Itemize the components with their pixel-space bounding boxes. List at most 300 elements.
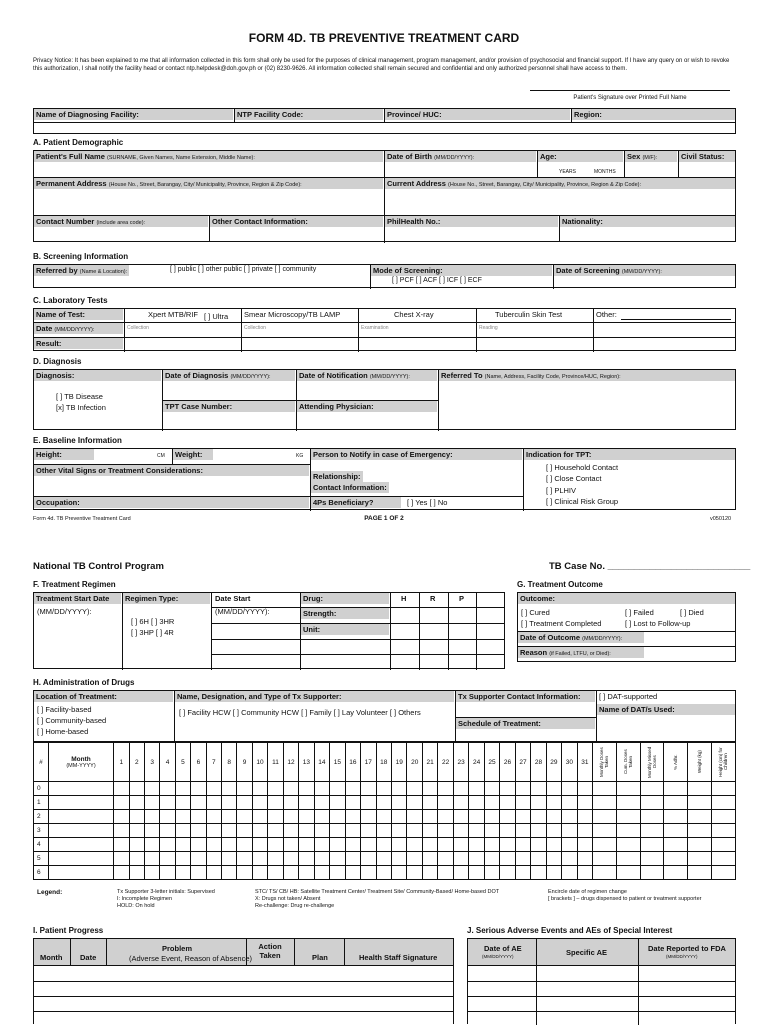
grid-cell[interactable] (577, 866, 592, 880)
location-facility[interactable]: [ ] Facility-based (37, 705, 92, 714)
grid-cell[interactable] (500, 782, 515, 796)
grid-cell[interactable] (453, 838, 468, 852)
grid-cell[interactable] (562, 852, 577, 866)
grid-cell[interactable] (711, 796, 735, 810)
grid-cell[interactable] (484, 838, 499, 852)
grid-cell[interactable] (577, 824, 592, 838)
grid-cell[interactable] (48, 852, 113, 866)
grid-cell[interactable] (407, 810, 422, 824)
grid-cell[interactable] (129, 782, 144, 796)
grid-cell[interactable] (160, 782, 175, 796)
grid-cell[interactable] (546, 866, 561, 880)
ae-fda-hint: (MM/DD/YYYY) (666, 954, 698, 959)
grid-cell[interactable] (160, 838, 175, 852)
grid-cell[interactable] (616, 796, 640, 810)
grid-cell[interactable] (484, 824, 499, 838)
grid-cell[interactable] (175, 796, 190, 810)
grid-cell[interactable] (129, 810, 144, 824)
grid-cell[interactable] (407, 866, 422, 880)
grid-cell[interactable] (237, 866, 252, 880)
grid-cell[interactable] (299, 852, 314, 866)
grid-cell[interactable] (252, 796, 267, 810)
grid-cell[interactable] (469, 852, 484, 866)
grid-cell[interactable] (330, 838, 345, 852)
grid-cell[interactable] (640, 824, 664, 838)
grid-cell[interactable] (593, 838, 617, 852)
grid-cell[interactable] (299, 824, 314, 838)
grid-cell[interactable] (48, 824, 113, 838)
grid-cell[interactable] (361, 852, 376, 866)
grid-cell[interactable] (469, 782, 484, 796)
grid-cell[interactable] (392, 796, 407, 810)
grid-cell[interactable] (500, 852, 515, 866)
grid-cell[interactable] (422, 810, 437, 824)
grid-cell[interactable] (515, 796, 530, 810)
grid-cell[interactable] (361, 810, 376, 824)
grid-cell[interactable] (469, 838, 484, 852)
grid-cell[interactable] (469, 796, 484, 810)
grid-cell[interactable] (469, 810, 484, 824)
grid-cell[interactable] (129, 852, 144, 866)
grid-cell[interactable] (562, 866, 577, 880)
grid-cell[interactable] (299, 838, 314, 852)
grid-cell[interactable] (562, 810, 577, 824)
grid-cell[interactable] (688, 866, 712, 880)
grid-cell[interactable] (160, 810, 175, 824)
regimen-opt-2[interactable]: [ ] 3HP [ ] 4R (131, 628, 174, 637)
grid-cell[interactable] (206, 866, 221, 880)
grid-cell[interactable] (664, 810, 688, 824)
grid-cell[interactable] (640, 782, 664, 796)
grid-cell[interactable] (221, 852, 236, 866)
grid-cell[interactable] (221, 782, 236, 796)
location-community[interactable]: [ ] Community-based (37, 716, 107, 725)
grid-cell[interactable] (562, 796, 577, 810)
grid-cell[interactable] (664, 852, 688, 866)
grid-cell[interactable] (114, 838, 129, 852)
grid-cell[interactable] (330, 852, 345, 866)
grid-cell[interactable] (345, 838, 360, 852)
regimen-opt-1[interactable]: [ ] 6H [ ] 3HR (131, 617, 175, 626)
grid-cell[interactable] (422, 838, 437, 852)
grid-cell[interactable] (453, 810, 468, 824)
grid-cell[interactable] (48, 796, 113, 810)
grid-cell[interactable] (361, 866, 376, 880)
tb-infection-option[interactable]: [x] TB Infection (56, 403, 106, 412)
grid-cell[interactable] (469, 824, 484, 838)
grid-cell[interactable] (531, 782, 546, 796)
grid-cell[interactable] (361, 782, 376, 796)
indication-clinical[interactable]: [ ] Clinical Risk Group (546, 497, 619, 506)
grid-cell[interactable] (664, 782, 688, 796)
grid-cell[interactable] (114, 782, 129, 796)
grid-cell[interactable] (711, 782, 735, 796)
grid-cell[interactable] (114, 796, 129, 810)
grid-cell[interactable] (314, 782, 329, 796)
grid-cell[interactable] (175, 852, 190, 866)
grid-cell[interactable] (160, 824, 175, 838)
grid-cell[interactable] (531, 866, 546, 880)
grid-cell[interactable] (500, 824, 515, 838)
grid-cell[interactable] (392, 838, 407, 852)
legend-label: Legend: (37, 889, 63, 896)
location-home[interactable]: [ ] Home-based (37, 727, 89, 736)
grid-cell[interactable] (283, 796, 298, 810)
grid-day-header: 23 (453, 743, 468, 782)
grid-cell[interactable] (361, 824, 376, 838)
grid-cell[interactable] (616, 852, 640, 866)
grid-cell[interactable] (252, 852, 267, 866)
grid-cell[interactable] (531, 838, 546, 852)
grid-cell[interactable] (191, 852, 206, 866)
grid-cell[interactable] (616, 838, 640, 852)
grid-cell[interactable] (129, 796, 144, 810)
grid-cell[interactable] (577, 838, 592, 852)
grid-cell[interactable] (206, 824, 221, 838)
grid-cell[interactable] (453, 866, 468, 880)
grid-cell[interactable] (191, 824, 206, 838)
grid-cell[interactable] (221, 824, 236, 838)
grid-cell[interactable] (314, 824, 329, 838)
outcome-cured[interactable]: [ ] Cured (521, 608, 550, 617)
grid-cell[interactable] (268, 782, 283, 796)
grid-cell[interactable] (515, 852, 530, 866)
grid-cell[interactable] (640, 838, 664, 852)
grid-cell[interactable] (114, 866, 129, 880)
grid-cell[interactable] (191, 810, 206, 824)
grid-cell[interactable] (438, 838, 453, 852)
grid-cell[interactable] (407, 824, 422, 838)
grid-cell[interactable] (237, 824, 252, 838)
emergency-contact-label: Person to Notify in case of Emergency: (311, 449, 522, 460)
grid-cell[interactable] (500, 796, 515, 810)
grid-cell[interactable] (345, 852, 360, 866)
grid-cell[interactable] (577, 782, 592, 796)
grid-cell[interactable] (616, 782, 640, 796)
grid-cell[interactable] (453, 852, 468, 866)
grid-cell[interactable] (175, 838, 190, 852)
grid-cell[interactable] (144, 810, 159, 824)
grid-cell[interactable] (531, 852, 546, 866)
grid-day-header: 17 (361, 743, 376, 782)
grid-cell[interactable] (422, 852, 437, 866)
grid-cell[interactable] (283, 810, 298, 824)
mode-options[interactable]: [ ] PCF [ ] ACF [ ] ICF [ ] ECF (392, 277, 482, 284)
grid-cell[interactable] (593, 824, 617, 838)
grid-cell[interactable] (48, 838, 113, 852)
grid-cell[interactable] (515, 838, 530, 852)
grid-cell[interactable] (252, 824, 267, 838)
grid-cell[interactable] (593, 782, 617, 796)
grid-cell[interactable] (283, 838, 298, 852)
grid-cell[interactable] (515, 866, 530, 880)
grid-cell[interactable] (593, 810, 617, 824)
grid-cell[interactable] (252, 838, 267, 852)
grid-cell[interactable] (345, 782, 360, 796)
grid-cell[interactable] (345, 810, 360, 824)
grid-cell[interactable] (688, 852, 712, 866)
grid-cell[interactable] (531, 796, 546, 810)
grid-cell[interactable] (711, 866, 735, 880)
grid-cell[interactable] (252, 810, 267, 824)
grid-cell[interactable] (221, 866, 236, 880)
grid-cell[interactable] (688, 810, 712, 824)
grid-cell[interactable] (376, 866, 391, 880)
grid-cell[interactable] (268, 824, 283, 838)
grid-cell[interactable] (283, 852, 298, 866)
grid-cell[interactable] (330, 782, 345, 796)
grid-cell[interactable] (268, 838, 283, 852)
grid-cell[interactable] (221, 810, 236, 824)
grid-cell[interactable] (515, 782, 530, 796)
indication-plhiv[interactable]: [ ] PLHIV (546, 486, 577, 495)
grid-cell[interactable] (376, 824, 391, 838)
grid-cell[interactable] (144, 824, 159, 838)
grid-cell[interactable] (376, 852, 391, 866)
grid-cell[interactable] (438, 824, 453, 838)
grid-cell[interactable] (314, 838, 329, 852)
grid-cell[interactable] (314, 866, 329, 880)
grid-cell[interactable] (268, 796, 283, 810)
grid-cell[interactable] (484, 782, 499, 796)
grid-cell[interactable] (453, 796, 468, 810)
grid-cell[interactable] (237, 796, 252, 810)
grid-cell[interactable] (376, 782, 391, 796)
grid-cell[interactable] (616, 810, 640, 824)
grid-cell[interactable] (546, 824, 561, 838)
grid-cell[interactable] (268, 852, 283, 866)
grid-cell[interactable] (640, 866, 664, 880)
grid-cell[interactable] (500, 810, 515, 824)
grid-cell[interactable] (438, 810, 453, 824)
grid-cell[interactable] (237, 852, 252, 866)
grid-cell[interactable] (546, 810, 561, 824)
grid-cell[interactable] (438, 852, 453, 866)
grid-cell[interactable] (577, 852, 592, 866)
grid-cell[interactable] (361, 838, 376, 852)
grid-cell[interactable] (711, 824, 735, 838)
grid-cell[interactable] (345, 796, 360, 810)
grid-cell[interactable] (640, 810, 664, 824)
grid-cell[interactable] (422, 796, 437, 810)
grid-cell[interactable] (175, 810, 190, 824)
grid-cell[interactable] (664, 866, 688, 880)
grid-cell[interactable] (453, 782, 468, 796)
tb-case-no[interactable]: TB Case No. ___________________________ (549, 561, 751, 572)
section-i-title: I. Patient Progress (33, 926, 104, 935)
grid-cell[interactable] (664, 796, 688, 810)
grid-cell[interactable] (711, 810, 735, 824)
grid-cell[interactable] (546, 796, 561, 810)
grid-cell[interactable] (361, 796, 376, 810)
grid-cell[interactable] (438, 782, 453, 796)
grid-cell[interactable] (330, 796, 345, 810)
outcome-ltfu[interactable]: [ ] Lost to Follow-up (625, 619, 691, 628)
grid-cell[interactable] (48, 810, 113, 824)
referred-options[interactable]: [ ] public [ ] other public [ ] private [ ] community (170, 266, 317, 273)
grid-cell[interactable] (640, 796, 664, 810)
signature-line[interactable] (530, 90, 730, 91)
grid-cell[interactable] (314, 810, 329, 824)
outcome-died[interactable]: [ ] Died (680, 608, 704, 617)
grid-cell[interactable] (593, 866, 617, 880)
grid-cell[interactable] (114, 824, 129, 838)
grid-cell[interactable] (688, 824, 712, 838)
grid-cell[interactable] (160, 852, 175, 866)
grid-cell[interactable] (469, 866, 484, 880)
tb-disease-option[interactable]: [ ] TB Disease (56, 392, 103, 401)
grid-cell[interactable] (562, 838, 577, 852)
grid-cell[interactable] (314, 852, 329, 866)
grid-day-header: 14 (314, 743, 329, 782)
grid-cell[interactable] (616, 866, 640, 880)
grid-cell[interactable] (484, 796, 499, 810)
grid-cell[interactable] (593, 796, 617, 810)
grid-cell[interactable] (392, 866, 407, 880)
grid-cell[interactable] (206, 810, 221, 824)
grid-cell[interactable] (562, 782, 577, 796)
grid-cell[interactable] (129, 866, 144, 880)
grid-cell[interactable] (206, 852, 221, 866)
grid-cell[interactable] (191, 796, 206, 810)
grid-cell[interactable] (330, 866, 345, 880)
grid-cell[interactable] (546, 838, 561, 852)
grid-cell[interactable] (237, 810, 252, 824)
grid-cell[interactable] (438, 796, 453, 810)
dat-supported-option[interactable]: [ ] DAT-supported (599, 692, 658, 701)
grid-cell[interactable] (688, 782, 712, 796)
grid-cell[interactable] (407, 782, 422, 796)
grid-cell[interactable] (144, 866, 159, 880)
grid-cell[interactable] (484, 810, 499, 824)
4ps-options[interactable]: [ ] Yes [ ] No (407, 498, 448, 507)
grid-cell[interactable] (299, 796, 314, 810)
grid-cell[interactable] (407, 796, 422, 810)
grid-cell[interactable] (593, 852, 617, 866)
grid-cell[interactable] (299, 866, 314, 880)
grid-cell[interactable] (175, 782, 190, 796)
grid-cell[interactable] (191, 838, 206, 852)
grid-cell[interactable] (129, 838, 144, 852)
grid-cell[interactable] (252, 782, 267, 796)
grid-cell[interactable] (252, 866, 267, 880)
grid-cell[interactable] (330, 824, 345, 838)
outcome-failed[interactable]: [ ] Failed (625, 608, 654, 617)
grid-row (34, 810, 736, 824)
grid-cell[interactable] (562, 824, 577, 838)
grid-cell[interactable] (206, 782, 221, 796)
grid-cell[interactable] (484, 852, 499, 866)
ultra-option[interactable]: [ ] Ultra (204, 312, 229, 321)
grid-cell[interactable] (114, 810, 129, 824)
grid-cell[interactable] (314, 796, 329, 810)
grid-cell[interactable] (206, 796, 221, 810)
grid-cell[interactable] (330, 810, 345, 824)
grid-cell[interactable] (114, 852, 129, 866)
outcome-completed[interactable]: [ ] Treatment Completed (521, 619, 602, 628)
grid-cell[interactable] (546, 782, 561, 796)
grid-cell[interactable] (283, 782, 298, 796)
grid-cell[interactable] (392, 810, 407, 824)
grid-cell[interactable] (484, 866, 499, 880)
grid-cell[interactable] (268, 866, 283, 880)
grid-cell[interactable] (688, 838, 712, 852)
grid-cell[interactable] (268, 810, 283, 824)
grid-cell[interactable] (711, 838, 735, 852)
grid-cell[interactable] (345, 824, 360, 838)
grid-cell[interactable] (376, 810, 391, 824)
grid-cell[interactable] (283, 824, 298, 838)
grid-cell[interactable] (664, 838, 688, 852)
indication-close[interactable]: [ ] Close Contact (546, 474, 602, 483)
grid-cell[interactable] (237, 782, 252, 796)
grid-cell[interactable] (407, 852, 422, 866)
grid-cell[interactable] (711, 852, 735, 866)
grid-cell[interactable] (48, 782, 113, 796)
grid-cell[interactable] (299, 782, 314, 796)
grid-cell[interactable] (175, 824, 190, 838)
grid-cell[interactable] (191, 782, 206, 796)
grid-cell[interactable] (453, 824, 468, 838)
grid-cell[interactable] (144, 796, 159, 810)
grid-cell[interactable] (175, 866, 190, 880)
grid-cell[interactable] (392, 852, 407, 866)
grid-cell[interactable] (664, 824, 688, 838)
grid-cell[interactable] (221, 796, 236, 810)
grid-cell[interactable] (299, 810, 314, 824)
grid-cell[interactable] (144, 852, 159, 866)
grid-cell[interactable] (144, 782, 159, 796)
grid-cell[interactable] (577, 796, 592, 810)
grid-cell[interactable] (206, 838, 221, 852)
indication-household[interactable]: [ ] Household Contact (546, 463, 619, 472)
grid-cell[interactable] (531, 810, 546, 824)
grid-cell[interactable] (129, 824, 144, 838)
grid-cell[interactable] (407, 838, 422, 852)
grid-cell[interactable] (48, 866, 113, 880)
grid-cell[interactable] (422, 866, 437, 880)
grid-cell[interactable] (515, 810, 530, 824)
grid-cell[interactable] (422, 782, 437, 796)
grid-cell[interactable] (376, 796, 391, 810)
grid-cell[interactable] (221, 838, 236, 852)
grid-cell[interactable] (160, 866, 175, 880)
supporter-options[interactable]: [ ] Facility HCW [ ] Community HCW [ ] Family [ ] Lay Volunteer [ ] Others (179, 708, 421, 717)
4ps-label: 4Ps Beneficiary? (311, 497, 401, 508)
grid-cell[interactable] (422, 824, 437, 838)
grid-cell[interactable] (438, 866, 453, 880)
grid-cell[interactable] (237, 838, 252, 852)
grid-cell[interactable] (500, 866, 515, 880)
grid-cell[interactable] (345, 866, 360, 880)
grid-cell[interactable] (546, 852, 561, 866)
grid-cell[interactable] (392, 782, 407, 796)
grid-cell[interactable] (392, 824, 407, 838)
grid-cell[interactable] (688, 796, 712, 810)
grid-cell[interactable] (531, 824, 546, 838)
patient-demographic-box (33, 150, 736, 242)
grid-cell[interactable] (283, 866, 298, 880)
grid-cell[interactable] (640, 852, 664, 866)
grid-cell[interactable] (376, 838, 391, 852)
grid-cell[interactable] (577, 810, 592, 824)
grid-cell[interactable] (515, 824, 530, 838)
grid-cell[interactable] (191, 866, 206, 880)
grid-cell[interactable] (616, 824, 640, 838)
grid-cell[interactable] (500, 838, 515, 852)
grid-cell[interactable] (160, 796, 175, 810)
grid-cell[interactable] (144, 838, 159, 852)
